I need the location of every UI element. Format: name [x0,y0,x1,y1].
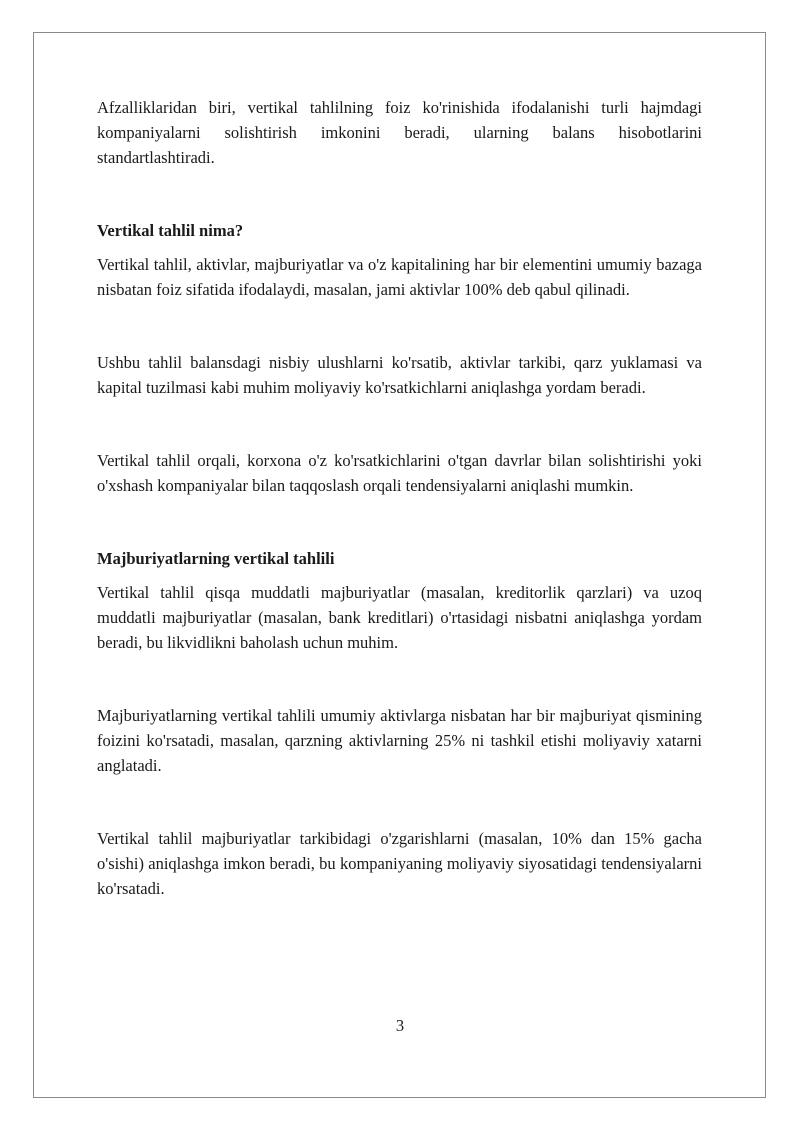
paragraph-relative-shares: Ushbu tahlil balansdagi nisbiy ulushlarni ko'rsatib, aktivlar tarkibi, qarz yuklamasi va kapital tuzilmasi kabi muhim moliyaviy ko'rsatkichlarni aniqlashga yordam beradi. [97,353,702,397]
page-content [97,95,702,901]
paragraph-structure-changes: Vertikal tahlil majburiyatlar tarkibidagi o'zgarishlarni (masalan, 10% dan 15% gacha o'sishi) aniqlashga imkon beradi, bu kompaniyaning moliyaviy siyosatidagi tendensiyalarni ko'rsatadi. [97,829,702,898]
paragraph-advantages: Afzalliklaridan biri, vertikal tahlilning foiz ko'rinishida ifodalanishi turli hajmdagi kompaniyalarni solishtirish imkonini beradi, ularning balans hisobotlarini standartlashtiradi. [97,98,702,167]
heading-what-is-vertical-analysis: Vertikal tahlil nima? [97,221,244,240]
page-number: 3 [395,1016,405,1035]
paragraph-comparison: Vertikal tahlil orqali, korxona o'z ko'rsatkichlarini o'tgan davrlar bilan solishtirishi yoki o'xshash kompaniyalar bilan taqqoslash orqali tendensiyalarni aniqlashi mumkin. [97,451,702,495]
heading-liabilities-analysis: Majburiyatlarning vertikal tahlili [97,549,335,568]
paragraph-definition: Vertikal tahlil, aktivlar, majburiyatlar va o'z kapitalining har bir elementini umumiy bazaga nisbatan foiz sifatida ifodalaydi, masalan, jami aktivlar 100% deb qabul qilinadi. [97,255,702,299]
paragraph-short-long-term: Vertikal tahlil qisqa muddatli majburiyatlar (masalan, kreditorlik qarzlari) va uzoq muddatli majburiyatlar (masalan, bank kreditlari) o'rtasidagi nisbatni aniqlashga yordam beradi, bu likvidlikni baholash uchun muhim. [97,583,702,652]
paragraph-liability-share: Majburiyatlarning vertikal tahlili umumiy aktivlarga nisbatan har bir majburiyat qismining foizini ko'rsatadi, masalan, qarzning aktivlarning 25% ni tashkil etishi moliyaviy xatarni anglatadi. [97,706,702,775]
